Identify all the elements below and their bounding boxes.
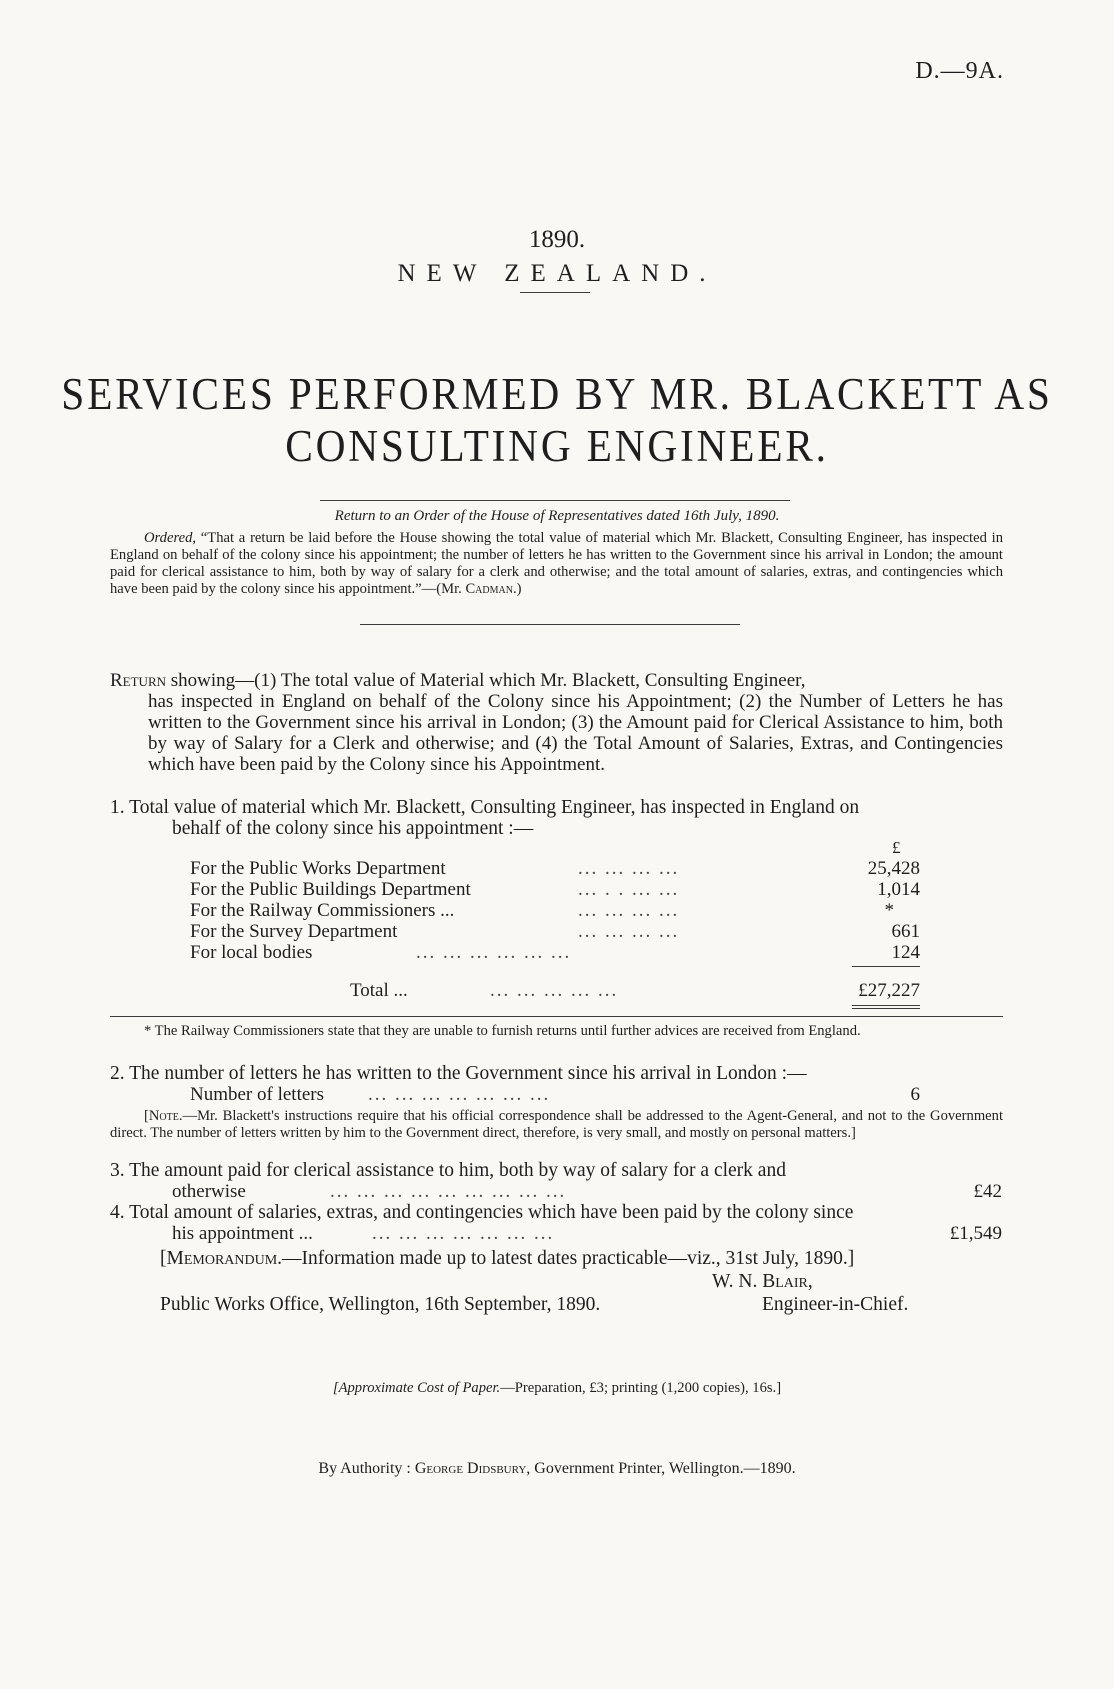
note: [110, 1108, 1003, 1142]
total-rule-upper: [852, 1005, 920, 1006]
item-4: [110, 1202, 1003, 1223]
total-rule-lower: [852, 1008, 920, 1009]
item-4-cont: his appointment ...: [172, 1223, 313, 1244]
return-heading: [110, 670, 1003, 775]
item-3: [110, 1160, 1003, 1181]
item-4-leader: ... ... ... ... ... ... ...: [372, 1223, 555, 1244]
office-date-line: Public Works Office, Wellington, 16th September, 1890.: [160, 1294, 601, 1315]
row-label: For the Public Buildings Department: [190, 879, 471, 900]
short-divider: [520, 292, 590, 293]
row-value: 661: [891, 921, 920, 942]
row-leader: ... ... ... ...: [578, 858, 680, 879]
printer-name: George Didsbury: [414, 1460, 527, 1477]
year-heading: 1890.: [528, 226, 586, 253]
row-label: For the Public Works Department: [190, 858, 446, 879]
item-1-first: 1. Total value of material which Mr. Blackett, Consulting Engineer, has inspected in England on: [110, 797, 860, 818]
row-label: For the Railway Commissioners ...: [190, 900, 455, 921]
item-3-first: 3. The amount paid for clerical assistance to him, both by way of salary for a clerk and: [110, 1160, 786, 1181]
order-end: .): [512, 581, 522, 597]
row-value: 124: [891, 942, 920, 963]
item-1: [110, 797, 1003, 839]
item-3-value: £42: [973, 1181, 1002, 1202]
title-divider: [320, 500, 790, 501]
letters-leader: ... ... ... ... ... ... ...: [368, 1084, 551, 1105]
item-4-value: £1,549: [949, 1223, 1002, 1244]
total-value: £27,227: [858, 980, 920, 1001]
cost-lead: [Approximate Cost of Paper.: [332, 1380, 501, 1396]
item-3-leader: ... ... ... ... ... ... ... ... ...: [330, 1181, 567, 1202]
currency-header: £: [892, 838, 901, 857]
printer-lead: By Authority :: [318, 1460, 415, 1477]
footnote-divider: [110, 1016, 1003, 1017]
printer-imprint: [0, 1460, 1114, 1478]
item-4-first: 4. Total amount of salaries, extras, and contingencies which have been paid by the colony since: [110, 1202, 854, 1223]
order-mover: Cadman: [465, 581, 513, 597]
row-leader: ... ... ... ...: [578, 921, 680, 942]
item-1-cont: behalf of the colony since his appointment :—: [172, 818, 534, 839]
title-line-1: SERVICES PERFORMED BY MR. BLACKETT AS: [61, 369, 1053, 419]
order-caption: Return to an Order of the House of Representatives dated 16th July, 1890.: [334, 508, 780, 524]
order-lead: Ordered,: [144, 530, 197, 546]
row-label: For local bodies: [190, 942, 313, 963]
row-leader: ... . . ... ...: [578, 879, 680, 900]
signer-title: Engineer-in-Chief.: [762, 1294, 909, 1315]
printer-body: , Government Printer, Wellington.—1890.: [526, 1460, 796, 1477]
footnote: * The Railway Commissioners state that they are unable to furnish returns until further advices are received from England.: [144, 1023, 861, 1039]
return-first-line: showing—(1) The total value of Material which Mr. Blackett, Consulting Engineer,: [166, 670, 806, 691]
country-heading: NEW ZEALAND.: [397, 260, 717, 287]
return-rest: has inspected in England on behalf of the Colony since his Appointment; (2) the Number of Letters he has written to the Government since his arrival in London; (3) the Amount paid for Clerical Assistance to him, both by way of Salary for a Clerk and otherwise; and (4) the Total Amount of Salaries, Extras, and Contingencies which have been paid by the Colony since his Appointment.: [148, 691, 1003, 775]
row-leader: ... ... ... ...: [578, 900, 680, 921]
total-label: Total ...: [350, 980, 408, 1001]
title-line-2: CONSULTING ENGINEER.: [285, 421, 829, 471]
document-code: D.—9A.: [915, 58, 1004, 84]
memo-body: .—Information made up to latest dates practicable—viz., 31st July, 1890.]: [277, 1248, 855, 1269]
return-word: Return: [110, 670, 167, 691]
row-label: For the Survey Department: [190, 921, 398, 942]
signer-surname: Blair: [762, 1271, 808, 1292]
row-value: 25,428: [867, 858, 920, 879]
note-body: .—Mr. Blackett's instructions require that his official correspondence shall be addressed to the Agent-General, and not to the Government direct. The number of letters written by him to the Government direct, therefore, is very small, and mostly on personal matters.]: [110, 1108, 1003, 1141]
order-body: “That a return be laid before the House showing the total value of material which Mr. Blackett, Consulting Engineer, has inspected in England on behalf of the colony since his appointment; the number of letters he has written to the Government since his arrival in London; the amount paid for clerical assistance to him, both by way of salary for a clerk and otherwise; and the total amount of salaries, extras, and contingencies which have been paid by the colony since his appointment.”—(Mr.: [110, 530, 1003, 597]
note-lead: [Note: [144, 1108, 179, 1124]
row-value: 1,014: [877, 879, 920, 900]
row-leader: ... ... ... ... ... ...: [416, 942, 572, 963]
row-value: *: [884, 900, 894, 921]
memo-lead: [Memorandum: [160, 1248, 278, 1269]
cost-of-paper: [0, 1380, 1114, 1397]
subtotal-rule: [852, 966, 920, 967]
order-text: [110, 530, 1003, 598]
item-3-cont: otherwise: [172, 1181, 246, 1202]
document-title: [45, 368, 1070, 472]
signer-name-end: ,: [807, 1271, 813, 1292]
cost-body: —Preparation, £3; printing (1,200 copies), 16s.]: [500, 1380, 782, 1396]
item-2-text: 2. The number of letters he has written to the Government since his arrival in London :—: [110, 1063, 807, 1084]
order-divider: [360, 624, 740, 625]
memorandum: [160, 1248, 854, 1270]
letters-label: Number of letters: [190, 1084, 325, 1105]
letters-value: 6: [910, 1084, 920, 1105]
total-leader: ... ... ... ... ...: [490, 980, 619, 1001]
signer-name: [712, 1271, 813, 1293]
signer-initials: W. N.: [712, 1271, 763, 1292]
item-2: [110, 1063, 1003, 1084]
